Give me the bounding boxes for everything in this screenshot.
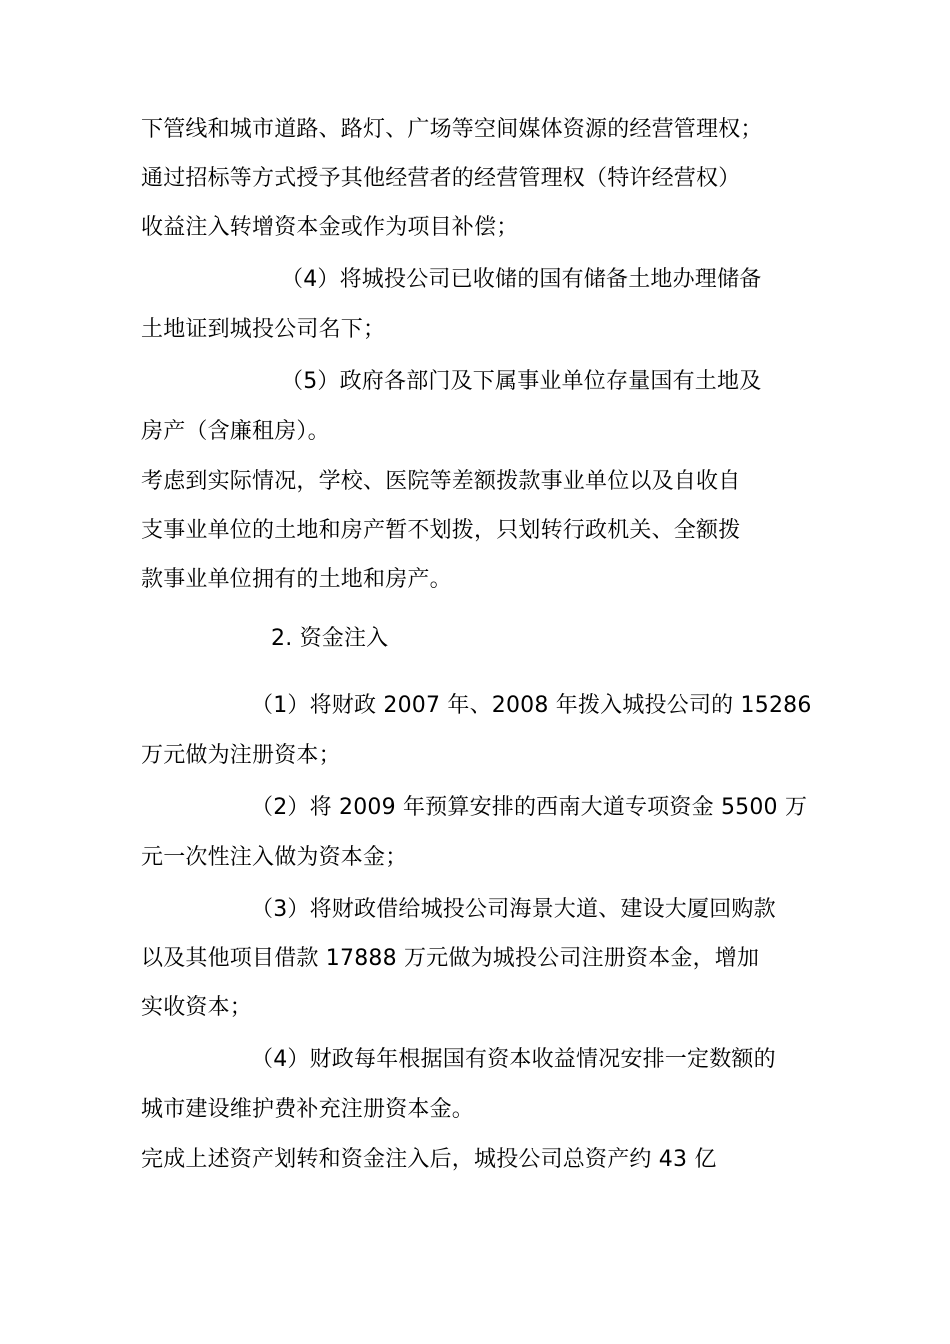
section-heading: 2. 资金注入 [271,626,389,651]
list-item-1: （1）将财政 2007 年、2008 年拨入城投公司的 15286 [251,693,812,718]
paragraph-line: 考虑到实际情况，学校、医院等差额拨款事业单位以及自收自 [141,469,741,494]
paragraph-line: 收益注入转增资本金或作为项目补偿； [141,215,519,240]
paragraph-line: 实收资本； [141,995,253,1020]
paragraph-line: 款事业单位拥有的土地和房产。 [141,567,452,592]
paragraph-line: 下管线和城市道路、路灯、广场等空间媒体资源的经营管理权； [141,117,763,142]
paragraph-line: 通过招标等方式授予其他经营者的经营管理权（特许经营权） [141,166,741,191]
list-item-3: （3）将财政借给城投公司海景大道、建设大厦回购款 [251,897,776,922]
paragraph-line: 支事业单位的土地和房产暂不划拨，只划转行政机关、全额拨 [141,518,741,543]
list-item-4b: （4）财政每年根据国有资本收益情况安排一定数额的 [251,1047,776,1072]
paragraph-line: 完成上述资产划转和资金注入后，城投公司总资产约 43 亿 [141,1147,717,1172]
list-item-4: （4）将城投公司已收储的国有储备土地办理储备 [281,267,762,292]
paragraph-line: 以及其他项目借款 17888 万元做为城投公司注册资本金，增加 [141,946,760,971]
paragraph-line: 房产（含廉租房）。 [141,419,330,444]
list-item-5: （5）政府各部门及下属事业单位存量国有土地及 [281,369,762,394]
list-item-2: （2）将 2009 年预算安排的西南大道专项资金 5500 万 [251,795,808,820]
paragraph-line: 土地证到城投公司名下； [141,317,386,342]
paragraph-line: 万元做为注册资本； [141,743,341,768]
paragraph-line: 城市建设维护费补充注册资本金。 [141,1097,475,1122]
paragraph-line: 元一次性注入做为资本金； [141,845,408,870]
